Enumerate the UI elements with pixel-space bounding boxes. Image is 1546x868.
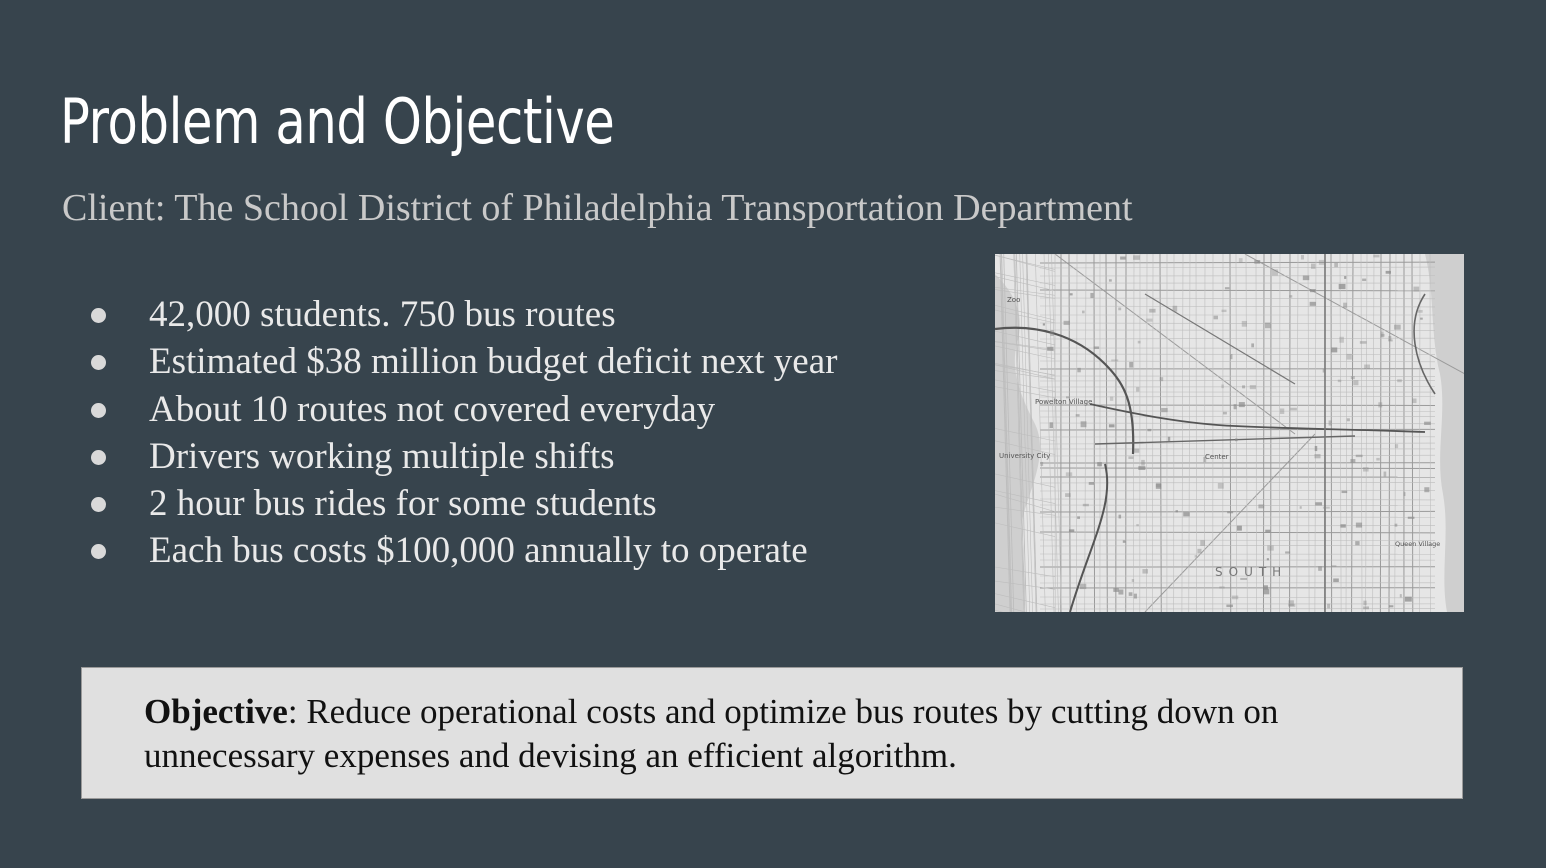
bullet-item [88, 386, 837, 433]
bullet-text: Each bus costs $100,000 annually to operate [149, 530, 808, 572]
bullet-item [88, 480, 837, 527]
bullet-text: Drivers working multiple shifts [149, 435, 615, 477]
objective-separator: : [287, 692, 298, 731]
bullet-text: About 10 routes not covered everyday [149, 388, 716, 430]
map-label-zoo: Zoo [1007, 296, 1021, 304]
bullet-text: 42,000 students. 750 bus routes [149, 294, 616, 335]
bullet-icon [91, 403, 106, 418]
objective-box [81, 667, 1463, 799]
philadelphia-map-image [995, 254, 1464, 612]
bullet-icon [91, 544, 106, 559]
bullet-icon [91, 308, 106, 323]
map-label-south: SOUTH [1215, 565, 1288, 579]
slide-subtitle: Client: The School District of Philadelphia Transportation Department [62, 187, 1133, 229]
map-label-powelton: Powelton Village [1035, 398, 1093, 406]
slide-title: Problem and Objective [60, 85, 615, 158]
map-label-university-city: University City [999, 452, 1051, 460]
objective-statement [144, 690, 1424, 778]
bullet-text: Estimated $38 million budget deficit next year [149, 341, 838, 383]
map-label-queen-village: Queen Village [1395, 540, 1441, 548]
bullet-list [88, 291, 837, 575]
bullet-text: 2 hour bus rides for some students [149, 483, 657, 525]
bullet-item [88, 433, 837, 480]
bullet-item [88, 291, 837, 338]
bullet-icon [91, 497, 106, 512]
map-label-center: Center [1205, 453, 1229, 461]
bullet-icon [91, 355, 106, 370]
objective-label: Objective [144, 692, 288, 731]
bullet-item [88, 527, 837, 574]
bullet-item [88, 338, 837, 385]
bullet-icon [91, 450, 106, 465]
objective-text: Reduce operational costs and optimize bus routes by cutting down on unnecessary expenses and devising an efficient algorithm. [144, 692, 1279, 775]
